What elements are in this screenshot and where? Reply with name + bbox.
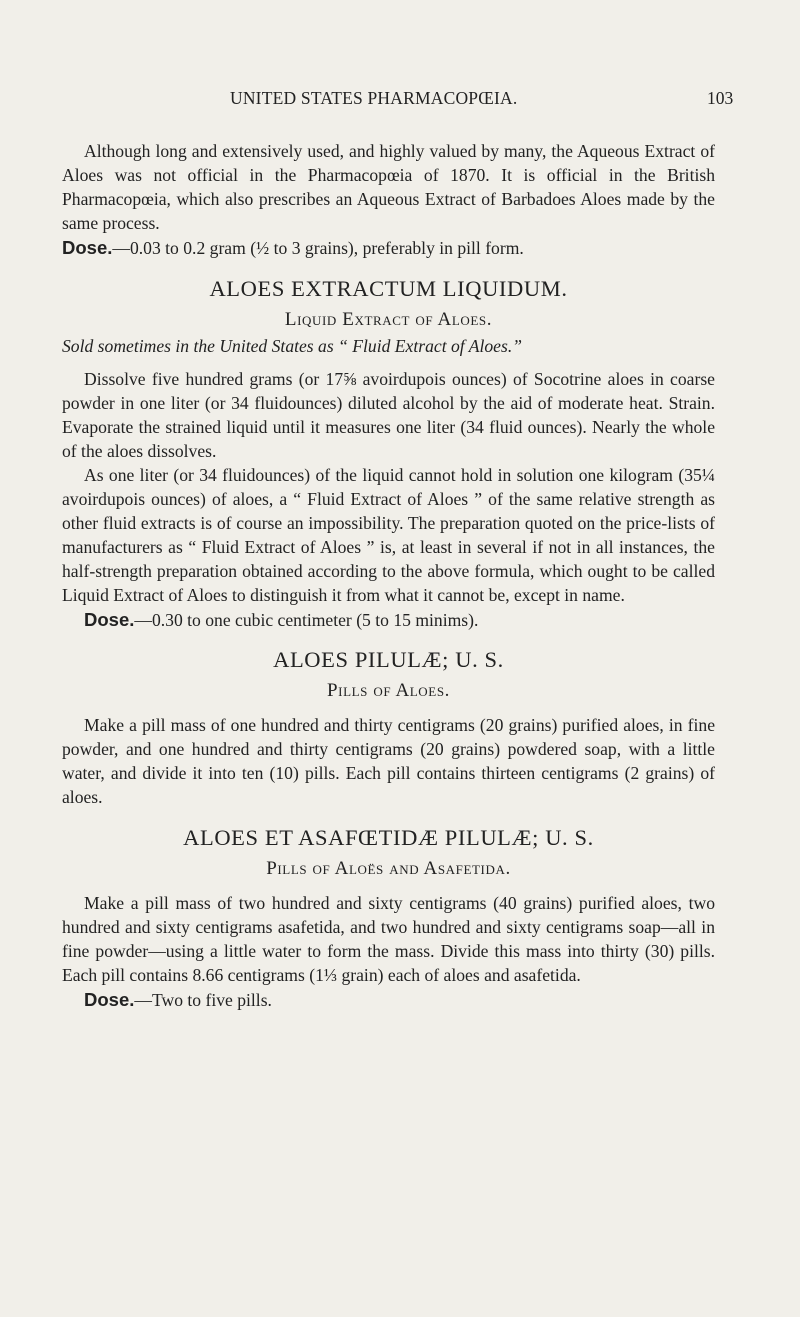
section-heading: ALOES ET ASAFŒTIDÆ PILULÆ; U. S.	[183, 825, 594, 851]
page-body	[62, 140, 715, 1013]
running-head-title: UNITED STATES PHARMACOPŒIA.	[230, 88, 518, 108]
running-head	[0, 88, 800, 114]
section-paragraph: Make a pill mass of two hundred and sixty centigrams (40 grains) purified aloes, two hundred and sixty centigrams asafetida, and two hundred and sixty centigrams soap—all in fine powder—using a little water to form the mass. Divide this mass into thirty (30) pills. Each pill contains 8.66 centigrams (1⅓ grain) each of aloes and asafetida.	[62, 893, 715, 985]
dose-text: —Two to five pills.	[134, 989, 272, 1010]
section-subheading: Liquid Extract of Aloes.	[284, 308, 493, 330]
page-number: 103	[707, 88, 734, 108]
section-paragraph: Dissolve five hundred grams (or 17⅝ avoirdupois ounces) of Socotrine aloes in coarse powder in one liter (or 34 fluidounces) diluted alcohol by the aid of moderate heat. Strain. Evaporate the strained liquid until it measures one liter (34 fluid ounces). Nearly the whole of the aloes dissolves.	[62, 369, 715, 462]
dose-line	[62, 608, 715, 633]
dose-label: Dose.	[84, 608, 135, 630]
dose-line	[62, 988, 715, 1013]
section-subheading: Pills of Aloës and Asafetida.	[266, 858, 511, 880]
intro-text: Although long and extensively used, and highly valued by many, the Aqueous Extract of Aloes was not official in the Pharmacopœia of 1870. It is official in the British Pharmacopœia, which also prescribes an Aqueous Extract of Barbadoes Aloes made by the same process.	[62, 141, 715, 233]
dose-text: —0.03 to 0.2 gram (½ to 3 grains), preferably in pill form.	[112, 237, 524, 258]
section-paragraph: As one liter (or 34 fluidounces) of the liquid cannot hold in solution one kilogram (35¼ avoirdupois ounces) of aloes, a “ Fluid Extract of Aloes ” of the same relative strength as other fluid extracts is of course an impossibility. The preparation quoted on the price-lists of manufacturers as “ Fluid Extract of Aloes ” is, at least in several if not in all instances, the half-strength preparation obtained according to the above formula, which ought to be called Liquid Extract of Aloes to distinguish it from what it cannot be, except in name.	[62, 465, 715, 605]
section-heading: ALOES PILULÆ; U. S.	[273, 647, 504, 673]
section-paragraph: Make a pill mass of one hundred and thirty centigrams (20 grains) purified aloes, in fine powder, and one hundred and thirty centigrams (20 grains) powdered soap, with a little water, and divide it into ten (10) pills. Each pill contains thirteen centigrams (2 grains) of aloes.	[62, 715, 715, 808]
intro-paragraph	[62, 140, 715, 261]
section-note: Sold sometimes in the United States as “ Fluid Extract of Aloes.”	[62, 335, 523, 356]
dose-label: Dose.	[62, 236, 113, 258]
section-heading: ALOES EXTRACTUM LIQUIDUM.	[209, 275, 568, 301]
dose-text: —0.30 to one cubic centimeter (5 to 15 minims).	[134, 609, 479, 630]
dose-label: Dose.	[84, 988, 135, 1010]
section-subheading: Pills of Aloes.	[326, 680, 451, 702]
